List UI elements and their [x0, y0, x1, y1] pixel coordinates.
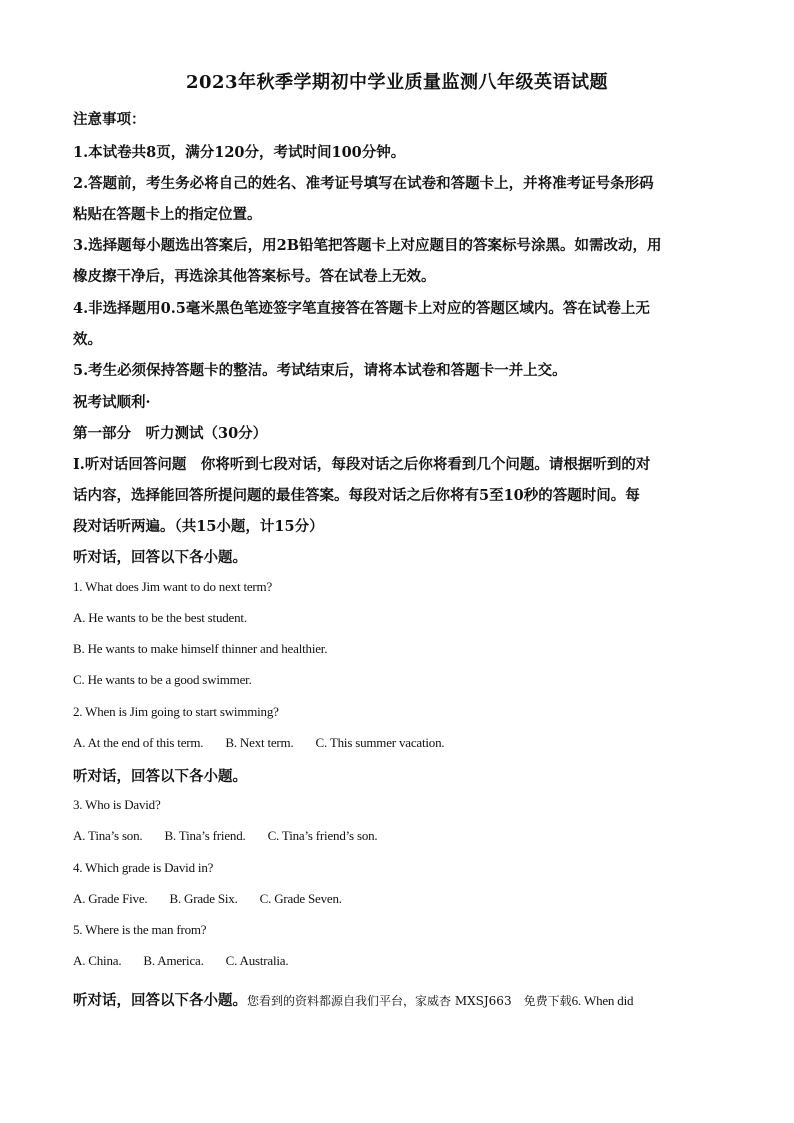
question-1-option-c: C. He wants to be a good swimmer.	[73, 672, 252, 687]
notice-item: 1.本试卷共8页，满分120分，考试时间100分钟。	[73, 144, 406, 161]
question-5-option-b: B. America.	[143, 953, 204, 968]
question-1: 1. What does Jim want to do next term?	[73, 579, 273, 594]
question-5: 5. Where is the man from?	[73, 922, 207, 937]
dialog-prompt: 听对话，回答以下各小题。	[73, 992, 247, 1009]
question-4: 4. Which grade is David in?	[73, 860, 214, 875]
question-4-option-a: A. Grade Five.	[73, 891, 148, 906]
question-1-option-b: B. He wants to make himself thinner and healthier.	[73, 641, 328, 656]
section-instructions: 段对话听两遍。（共15小题，计15分）	[73, 518, 324, 535]
question-5-options	[73, 953, 723, 969]
notice-heading: 注意事项：	[73, 111, 146, 128]
question-2-option-a: A. At the end of this term.	[73, 735, 204, 750]
question-2-options	[73, 735, 723, 751]
notice-item: 橡皮擦干净后，再选涂其他答案标号。答在试卷上无效。	[73, 268, 436, 285]
question-3-option-a: A. Tina’s son.	[73, 828, 143, 843]
question-4-option-c: C. Grade Seven.	[259, 891, 342, 906]
section-heading: 第一部分 听力测试（30分）	[73, 425, 268, 442]
question-4-option-b: B. Grade Six.	[169, 891, 238, 906]
question-5-option-a: A. China.	[73, 953, 122, 968]
page-title: 2023年秋季学期初中学业质量监测八年级英语试题	[185, 72, 609, 93]
section-instructions: 话内容，选择能回答所提问题的最佳答案。每段对话之后你将有5至10秒的答题时间。每	[73, 487, 640, 504]
question-4-options	[73, 891, 723, 907]
question-6-start: 6. When did	[571, 993, 634, 1008]
notice-item: 5.考生必须保持答题卡的整洁。考试结束后，请将本试卷和答题卡一并上交。	[73, 362, 567, 379]
last-line	[73, 989, 723, 1010]
notice-item: 效。	[73, 331, 102, 348]
notice-item: 粘贴在答题卡上的指定位置。	[73, 206, 262, 223]
question-3-options	[73, 828, 723, 844]
notice-item: 3.选择题每小题选出答案后，用2B铅笔把答题卡上对应题目的答案标号涂黑。如需改动，用	[73, 237, 662, 254]
section-instructions: I.听对话回答问题 你将听到七段对话，每段对话之后你将看到几个问题。请根据听到的对	[73, 456, 651, 473]
question-2-option-c: C. This summer vacation.	[315, 735, 445, 750]
question-2-option-b: B. Next term.	[225, 735, 294, 750]
watermark-text: 您看到的资料都源自我们平台，家威杏 MXSJ663 免费下载	[247, 994, 572, 1008]
question-2: 2. When is Jim going to start swimming?	[73, 704, 279, 719]
question-3-option-b: B. Tina’s friend.	[164, 828, 246, 843]
notice-item: 2.答题前，考生务必将自己的姓名、准考证号填写在试卷和答题卡上，并将准考证号条形码	[73, 175, 654, 192]
question-3: 3. Who is David?	[73, 797, 161, 812]
dialog-prompt: 听对话，回答以下各小题。	[73, 768, 247, 785]
question-5-option-c: C. Australia.	[225, 953, 289, 968]
question-3-option-c: C. Tina’s friend’s son.	[267, 828, 378, 843]
wish-text: 祝考试顺利·	[73, 394, 151, 411]
dialog-prompt: 听对话，回答以下各小题。	[73, 549, 247, 566]
question-1-option-a: A. He wants to be the best student.	[73, 610, 247, 625]
notice-item: 4.非选择题用0.5毫米黑色笔迹签字笔直接答在答题卡上对应的答题区域内。答在试卷上无	[73, 300, 650, 317]
